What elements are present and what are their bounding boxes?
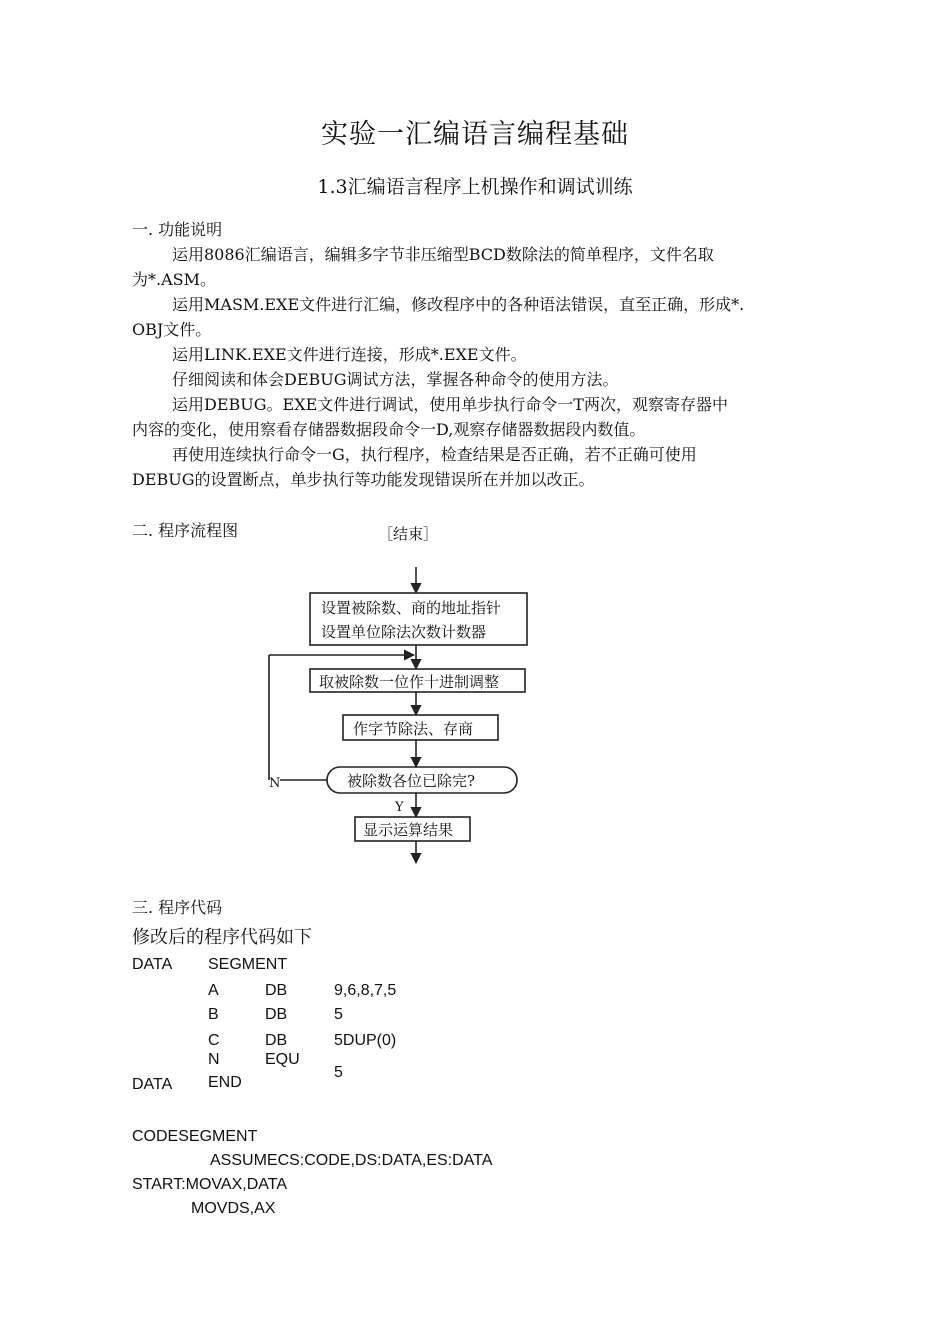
section1-line: 运用MASM.EXE文件进行汇编，修改程序中的各种语法错误，直至正确，形成*. [172,295,745,314]
flowchart [255,555,545,870]
section1-line: 内容的变化，使用察看存储器数据段命令一D,观察存储器数据段内数值。 [132,420,646,439]
page-subtitle: 1.3汇编语言程序上机操作和调试训练 [317,176,633,198]
flowchart-no-label: N [269,776,281,791]
section1-line: 运用LINK.EXE文件进行连接，形成*.EXE文件。 [172,345,527,364]
flowchart-decision-label: 被除数各位已除完? [347,772,476,790]
code-var-val: 5 [334,1006,343,1023]
code-codesegment: CODESEGMENT [132,1128,258,1145]
code-segment: SEGMENT [208,956,288,973]
flowchart-box-init-line2: 设置单位除法次数计数器 [321,623,487,641]
section1-line: 再使用连续执行命令一G，执行程序，检查结果是否正确，若不正确可使用 [172,445,697,464]
section1-line: 运用DEBUG。EXE文件进行调试，使用单步执行命令一T两次，观察寄存器中 [172,395,728,414]
page-title: 实验一汇编语言编程基础 [321,119,629,150]
section1-line: 仔细阅读和体会DEBUG调试方法，掌握各种命令的使用方法。 [172,370,619,389]
section2-heading: 二. 程序流程图 [132,521,239,540]
code-data-label: DATA [132,956,173,973]
code-var-val: 9,6,8,7,5 [334,982,397,999]
flowchart-box-result-label: 显示运算结果 [363,821,454,839]
section1-line: OBJ文件。 [132,320,212,339]
code-var-op: DB [265,1006,288,1023]
section1-line: 运用8086汇编语言，编辑多字节非压缩型BCD数除法的简单程序，文件名取 [172,245,714,264]
code-end: END [208,1074,242,1091]
code-assume: ASSUMECS:CODE,DS:DATA,ES:DATA [210,1152,493,1169]
code-movds: MOVDS,AX [191,1200,276,1217]
code-var-val: 5DUP(0) [334,1032,397,1049]
flowchart-yes-label: Y [395,800,404,815]
code-var-name: B [208,1006,219,1023]
flowchart-box-divide-label: 作字节除法、存商 [353,720,474,738]
flowchart-box-init-line1: 设置被除数、商的地址指针 [321,599,502,617]
code-var-name: A [208,982,219,999]
code-var-val: 5 [334,1064,343,1081]
code-var-op: DB [265,982,288,999]
flowchart-box-adjust-label: 取被除数一位作十进制调整 [319,673,500,691]
section3-intro: 修改后的程序代码如下 [132,927,312,948]
code-var-name: C [208,1032,220,1049]
section1-line: 为*.ASM。 [132,270,216,289]
code-var-name: N [208,1051,220,1068]
flowchart-start-label: ［结束］ [378,525,439,543]
code-var-op: DB [265,1032,288,1049]
code-var-op: EQU [265,1051,300,1068]
section3-heading: 三. 程序代码 [132,898,223,917]
section1-line: DEBUG的设置断点，单步执行等功能发现错误所在并加以改正。 [132,470,595,489]
code-start: START:MOVAX,DATA [132,1176,287,1193]
code-data-end-label: DATA [132,1076,173,1093]
section1-heading: 一. 功能说明 [132,220,223,239]
